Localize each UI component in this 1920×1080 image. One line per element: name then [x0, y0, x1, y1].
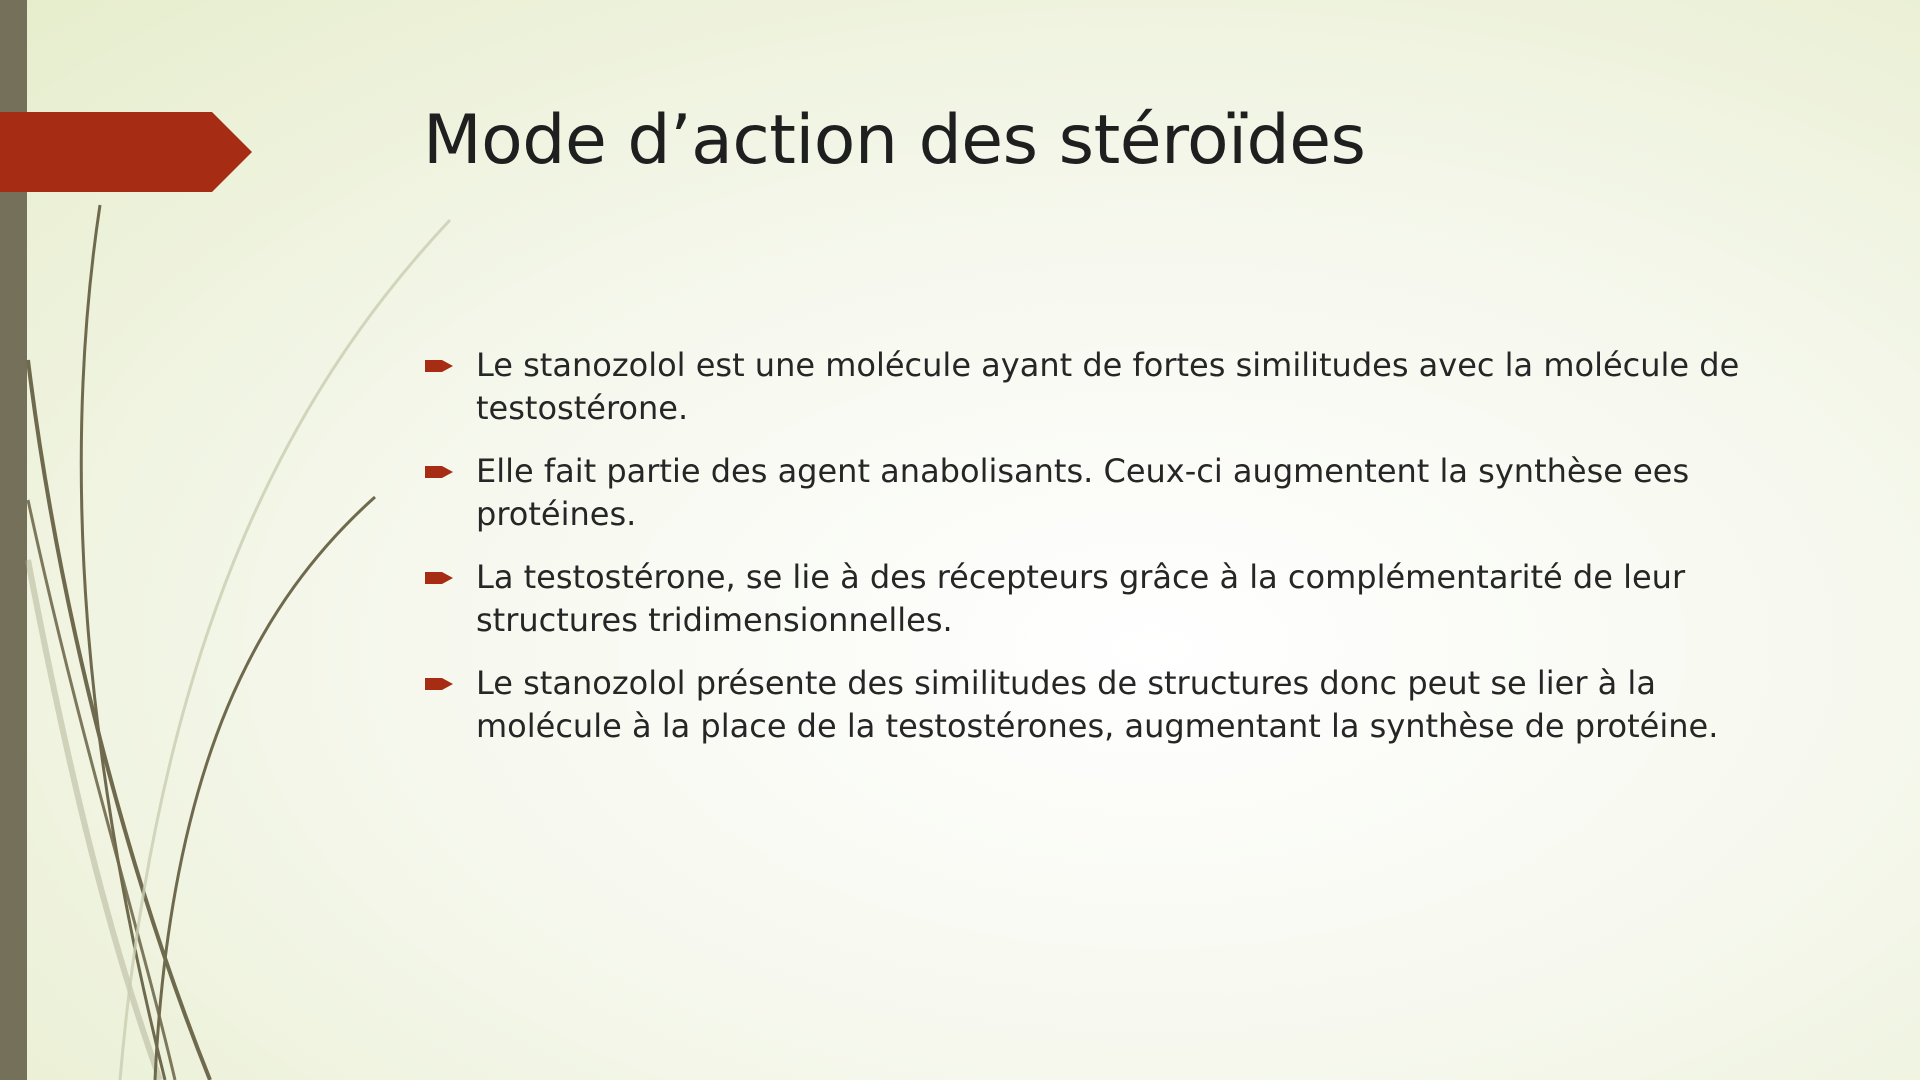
bullet-item	[423, 344, 1803, 430]
bullet-item	[423, 450, 1803, 536]
arrow-tab-icon	[0, 112, 252, 192]
bullet-text: La testostérone, se lie à des récepteurs grâce à la complémentarité de leur structures tridimensionnelles.	[476, 558, 1686, 639]
bullet-item	[423, 662, 1803, 748]
arrow-right-bullet-icon	[425, 570, 453, 586]
bullet-text: Elle fait partie des agent anabolisants. Ceux-ci augmentent la synthèse ees protéines.	[476, 452, 1690, 533]
arrow-right-bullet-icon	[425, 464, 453, 480]
slide-title: Mode d’action des stéroïdes	[423, 101, 1366, 180]
bullet-item	[423, 556, 1803, 642]
bullet-text: Le stanozolol est une molécule ayant de fortes similitudes avec la molécule de testostérone.	[476, 346, 1740, 427]
arrow-right-bullet-icon	[425, 676, 453, 692]
bullet-text: Le stanozolol présente des similitudes de structures donc peut se lier à la molécule à la place de la testostérones, augmentant la synthèse de protéine.	[476, 664, 1719, 745]
arrow-right-bullet-icon	[425, 358, 453, 374]
bullet-list	[423, 344, 1803, 768]
